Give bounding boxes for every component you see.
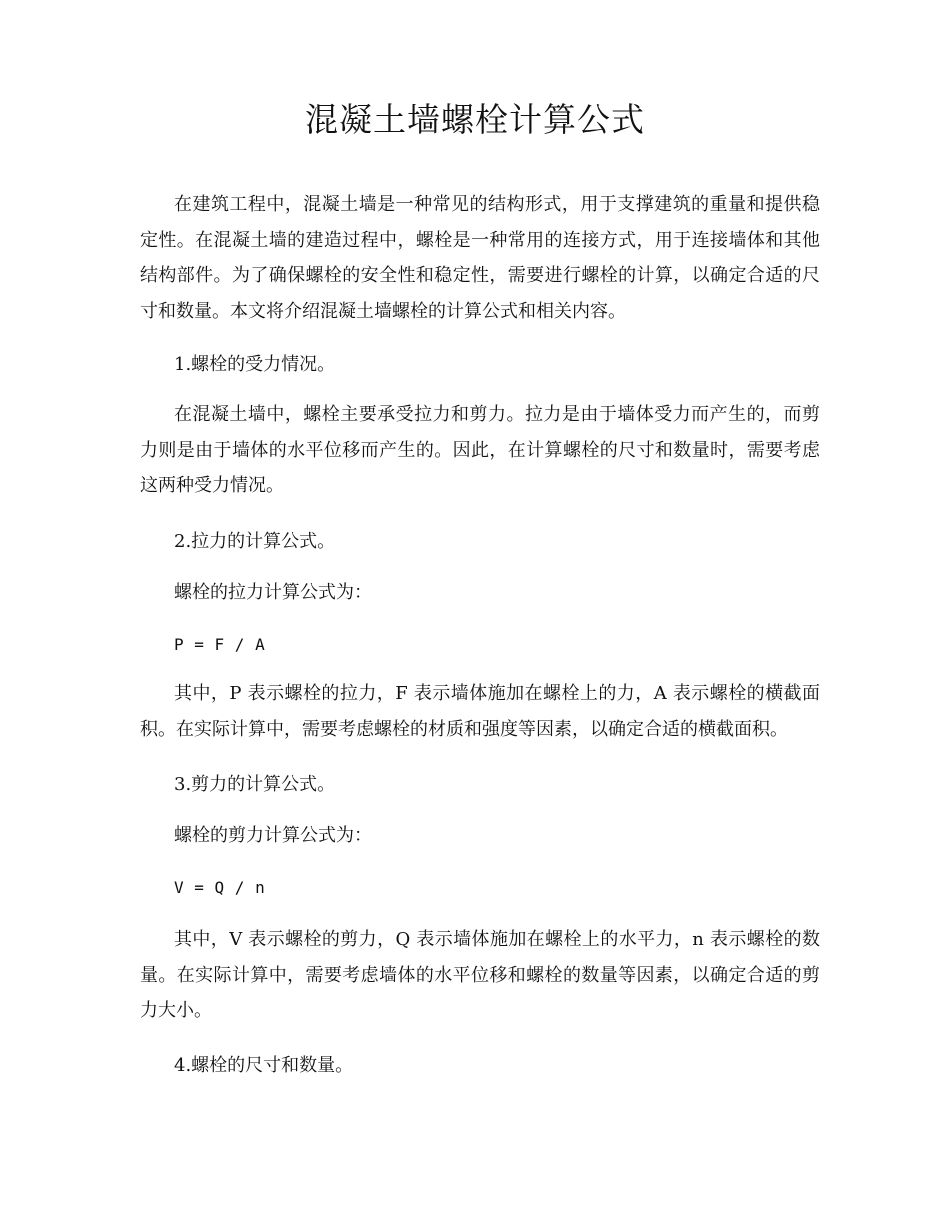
section-1-paragraph: 在混凝土墙中，螺栓主要承受拉力和剪力。拉力是由于墙体受力而产生的，而剪力则是由于墙体的水平位移而产生的。因此，在计算螺栓的尺寸和数量时，需要考虑这两种受力情况。 bbox=[140, 404, 820, 496]
section-heading-2: 2.拉力的计算公式。 bbox=[174, 531, 336, 552]
shear-explanation: 其中，V 表示螺栓的剪力，Q 表示墙体施加在螺栓上的水平力，n 表示螺栓的数量。在实际计算中，需要考虑墙体的水平位移和螺栓的数量等因素，以确定合适的剪力大小。 bbox=[140, 929, 820, 1021]
shear-formula: V = Q / n bbox=[174, 878, 266, 897]
intro-paragraph: 在建筑工程中，混凝土墙是一种常见的结构形式，用于支撑建筑的重量和提供稳定性。在混凝土墙的建造过程中，螺栓是一种常用的连接方式，用于连接墙体和其他结构部件。为了确保螺栓的安全性和稳定性，需要进行螺栓的计算，以确定合适的尺寸和数量。本文将介绍混凝土墙螺栓的计算公式和相关内容。 bbox=[140, 194, 820, 322]
tension-formula-intro: 螺栓的拉力计算公式为： bbox=[174, 582, 372, 603]
document-title: 混凝土墙螺栓计算公式 bbox=[305, 100, 645, 139]
tension-formula: P = F / A bbox=[174, 635, 266, 654]
section-heading-3: 3.剪力的计算公式。 bbox=[174, 774, 336, 795]
shear-formula-intro: 螺栓的剪力计算公式为： bbox=[174, 825, 372, 846]
tension-explanation: 其中，P 表示螺栓的拉力，F 表示墙体施加在螺栓上的力，A 表示螺栓的横截面积。在实际计算中，需要考虑螺栓的材质和强度等因素，以确定合适的横截面积。 bbox=[140, 683, 820, 740]
section-heading-1: 1.螺栓的受力情况。 bbox=[174, 354, 336, 375]
section-heading-4: 4.螺栓的尺寸和数量。 bbox=[174, 1055, 354, 1076]
